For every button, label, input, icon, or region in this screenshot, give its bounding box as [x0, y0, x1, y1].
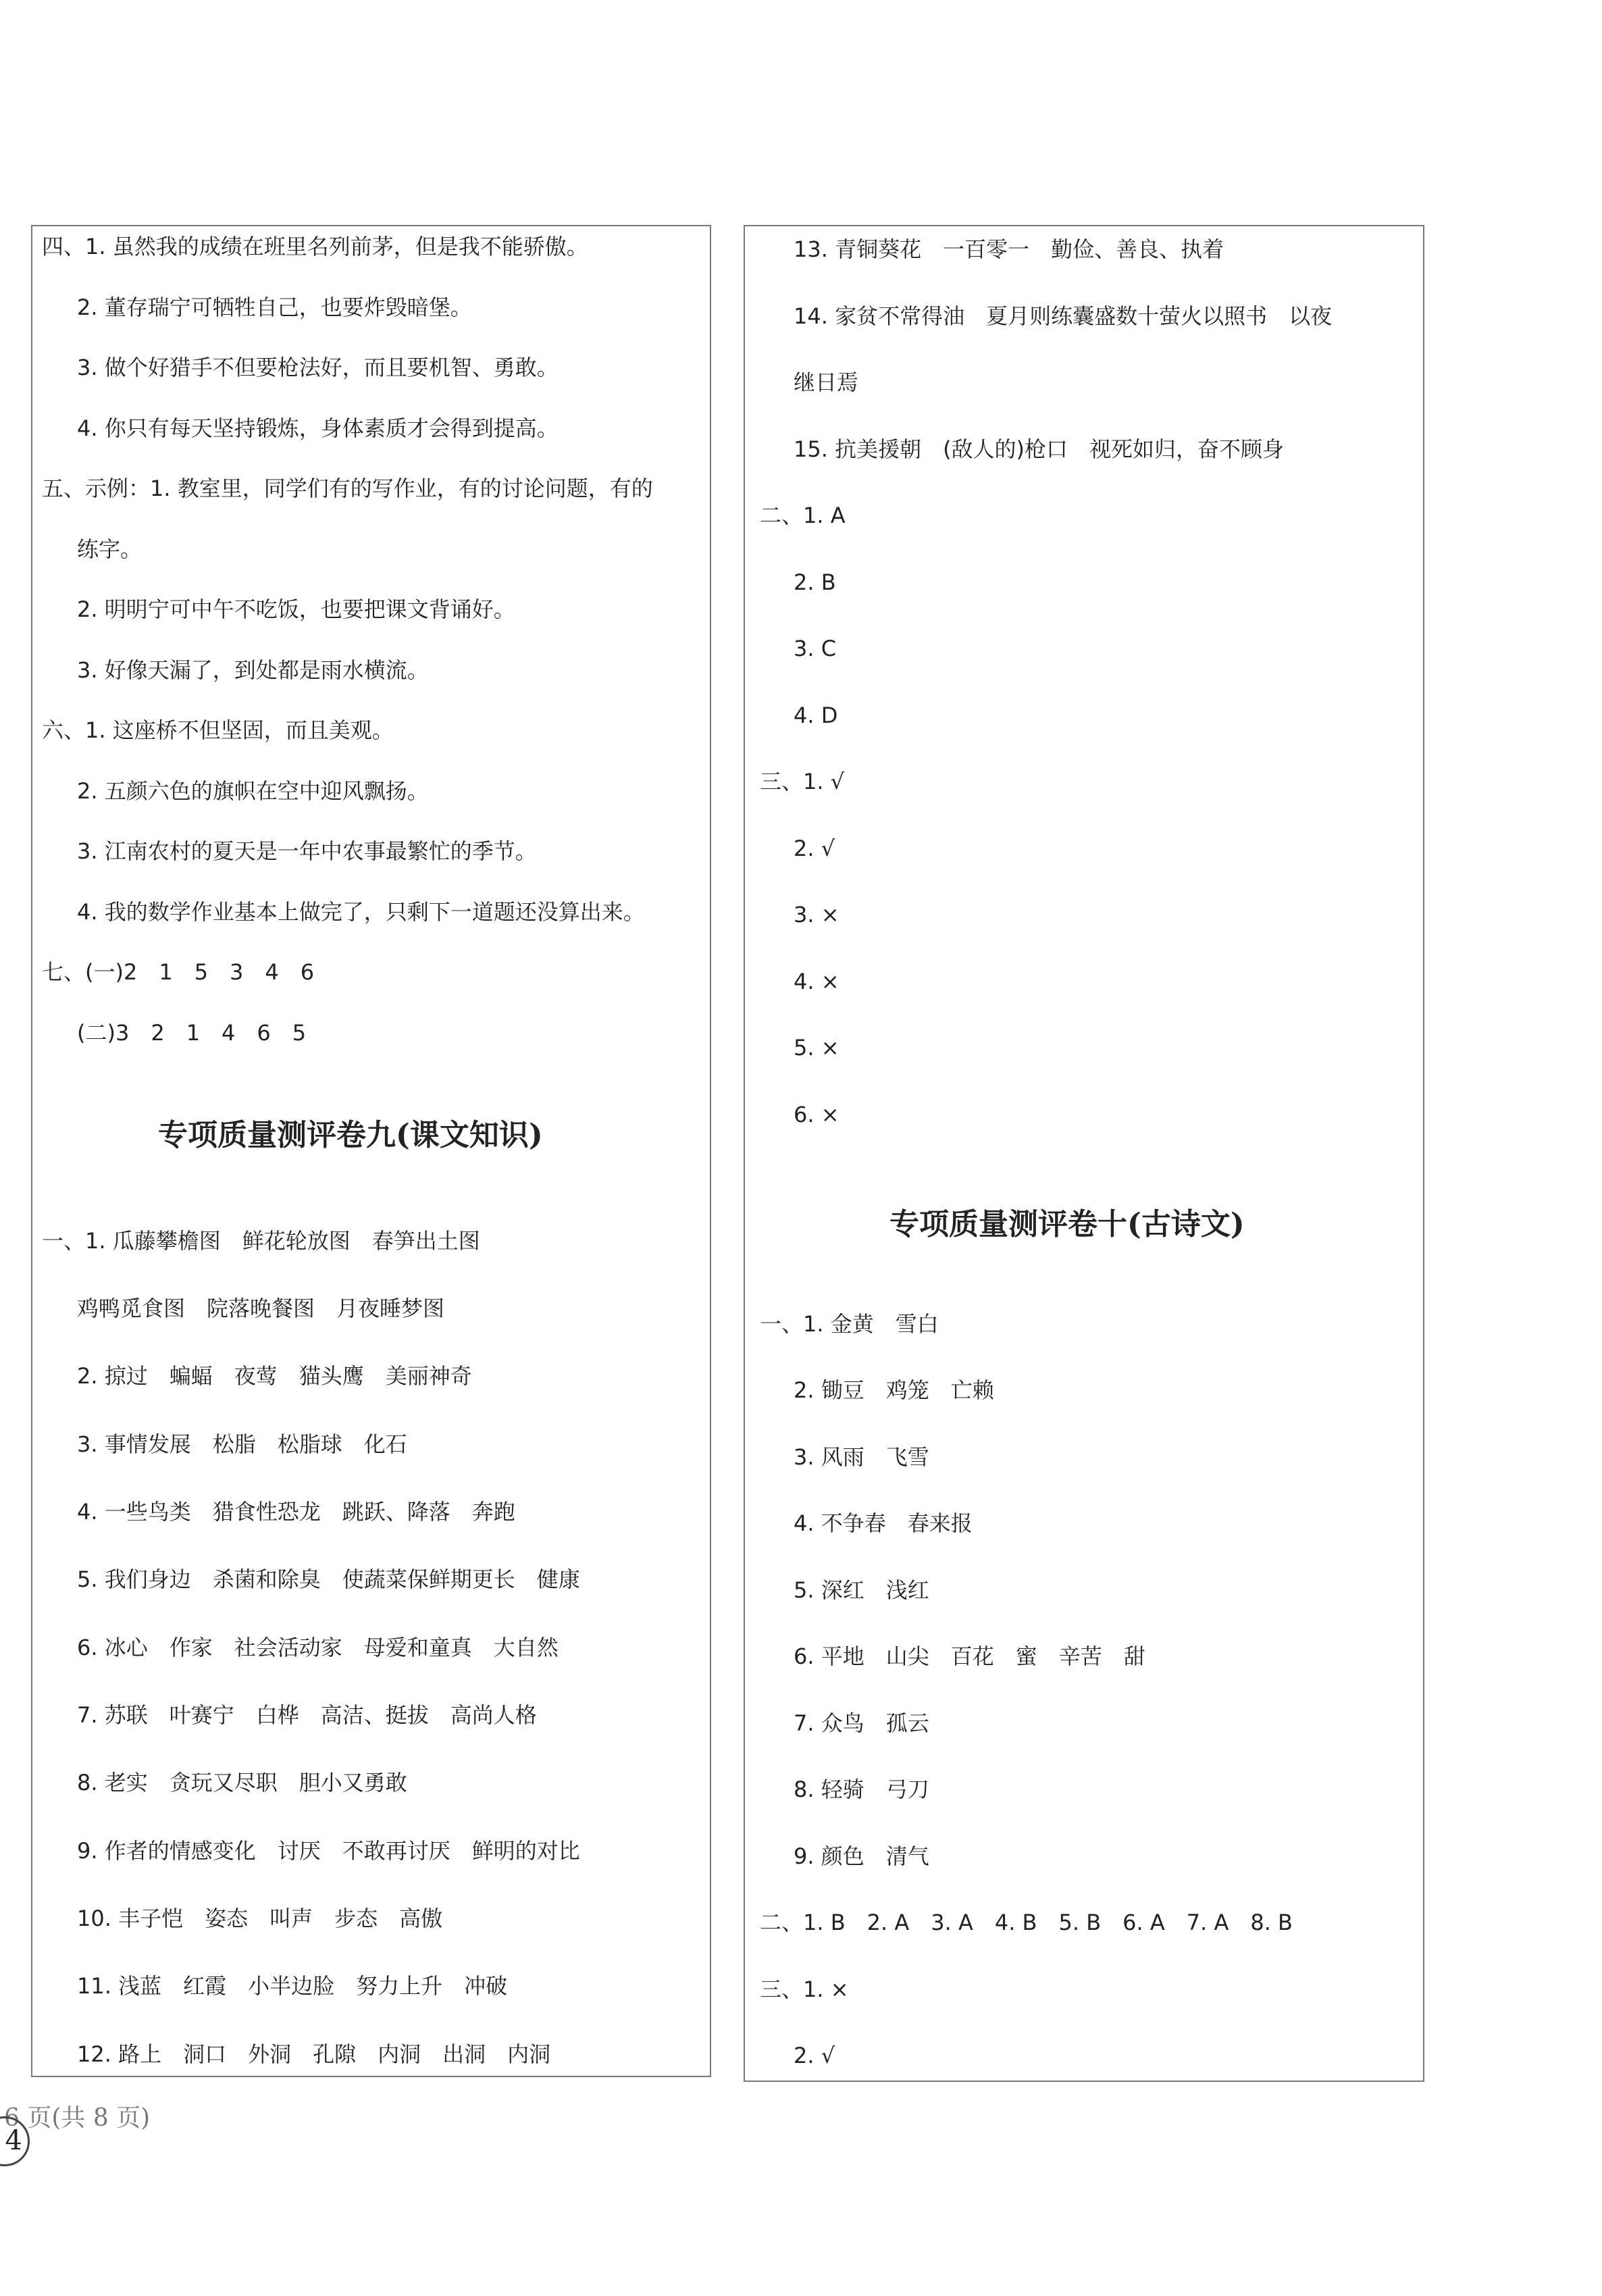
answer-line: 5. × — [794, 1035, 839, 1061]
answer-line: 六、1. 这座桥不但坚固，而且美观。 — [42, 717, 394, 743]
answer-line: 4. 我的数学作业基本上做完了，只剩下一道题还没算出来。 — [77, 899, 645, 925]
answer-line: 4. 不争春 春来报 — [794, 1510, 973, 1536]
answer-line: 8. 老实 贪玩又尽职 胆小又勇敢 — [77, 1770, 407, 1795]
answer-line: 9. 作者的情感变化 讨厌 不敢再讨厌 鲜明的对比 — [77, 1838, 580, 1864]
answer-line: (二)3 2 1 4 6 5 — [77, 1020, 307, 1046]
answer-line: 11. 浅蓝 红霞 小半边脸 努力上升 冲破 — [77, 1973, 508, 1999]
answer-line: 七、(一)2 1 5 3 4 6 — [42, 959, 315, 985]
answer-line: 14. 家贫不常得油 夏月则练囊盛数十萤火以照书 以夜 — [794, 303, 1333, 329]
answer-line: 二、1. B 2. A 3. A 4. B 5. B 6. A 7. A 8. B — [760, 1910, 1293, 1935]
answer-line: 一、1. 金黄 雪白 — [760, 1311, 939, 1337]
right-answer-column — [744, 225, 1424, 2082]
answer-line: 2. 掠过 蝙蝠 夜莺 猫头鹰 美丽神奇 — [77, 1363, 472, 1389]
answer-line: 一、1. 瓜藤攀檐图 鲜花轮放图 春笋出土图 — [42, 1228, 480, 1254]
answer-line: 3. 做个好猎手不但要枪法好，而且要机智、勇敢。 — [77, 355, 559, 380]
answer-line: 2. B — [794, 569, 836, 595]
answer-line: 3. × — [794, 902, 839, 927]
answer-line: 三、1. √ — [760, 769, 845, 794]
answer-line: 4. 一些鸟类 猎食性恐龙 跳跃、降落 奔跑 — [77, 1499, 515, 1525]
answer-line: 8. 轻骑 弓刀 — [794, 1777, 929, 1802]
answer-line: 12. 路上 洞口 外洞 孔隙 内洞 出洞 内洞 — [77, 2041, 551, 2067]
answer-line: 3. 事情发展 松脂 松脂球 化石 — [77, 1431, 407, 1457]
answer-line: 2. 五颜六色的旗帜在空中迎风飘扬。 — [77, 778, 429, 804]
answer-line: 5. 深红 浅红 — [794, 1577, 929, 1603]
answer-line: 10. 丰子恺 姿态 叫声 步态 高傲 — [77, 1906, 443, 1931]
answer-line: 三、1. × — [760, 1976, 849, 2002]
answer-line: 二、1. A — [760, 503, 846, 528]
answer-line: 五、示例：1. 教室里，同学们有的写作业，有的讨论问题，有的 — [42, 476, 653, 501]
answer-line: 练字。 — [77, 536, 143, 562]
answer-line: 3. 风雨 飞雪 — [794, 1444, 929, 1470]
answer-line: 2. 明明宁可中午不吃饭，也要把课文背诵好。 — [77, 596, 515, 622]
answer-line: 6. 平地 山尖 百花 蜜 辛苦 甜 — [794, 1643, 1145, 1669]
answer-line: 3. C — [794, 636, 837, 661]
answer-line: 6. 冰心 作家 社会活动家 母爱和童真 大自然 — [77, 1635, 559, 1660]
section-title: 专项质量测评卷十(古诗文) — [889, 1207, 1245, 1242]
answer-line: 鸡鸭觅食图 院落晚餐图 月夜睡梦图 — [77, 1296, 445, 1321]
answer-line: 四、1. 虽然我的成绩在班里名列前茅，但是我不能骄傲。 — [42, 234, 588, 259]
answer-line: 3. 好像天漏了，到处都是雨水横流。 — [77, 657, 429, 683]
answer-line: 4. × — [794, 969, 839, 994]
answer-line: 2. √ — [794, 2043, 835, 2068]
answer-line: 3. 江南农村的夏天是一年中农事最繁忙的季节。 — [77, 838, 537, 864]
answer-line: 2. 锄豆 鸡笼 亡赖 — [794, 1377, 994, 1403]
answer-line: 5. 我们身边 杀菌和除臭 使蔬菜保鲜期更长 健康 — [77, 1566, 580, 1592]
answer-line: 6. × — [794, 1102, 839, 1127]
answer-line: 4. 你只有每天坚持锻炼，身体素质才会得到提高。 — [77, 415, 559, 441]
page-number: 4 — [5, 2125, 22, 2156]
answer-line: 9. 颜色 清气 — [794, 1843, 929, 1869]
answer-line: 继日焉 — [794, 369, 859, 395]
answer-line: 4. D — [794, 703, 838, 728]
page-footer: 6 页(共 8 页) — [4, 2104, 151, 2132]
answer-line: 15. 抗美援朝 (敌人的)枪口 视死如归，奋不顾身 — [794, 436, 1285, 462]
answer-line: 7. 苏联 叶赛宁 白桦 高洁、挺拔 高尚人格 — [77, 1702, 537, 1728]
answer-line: 13. 青铜葵花 一百零一 勤俭、善良、执着 — [794, 236, 1224, 262]
left-answer-column — [31, 225, 711, 2077]
answer-line: 7. 众鸟 孤云 — [794, 1710, 929, 1736]
answer-line: 2. 董存瑞宁可牺牲自己，也要炸毁暗堡。 — [77, 295, 472, 320]
section-title: 专项质量测评卷九(课文知识) — [158, 1118, 543, 1152]
answer-line: 2. √ — [794, 836, 835, 861]
